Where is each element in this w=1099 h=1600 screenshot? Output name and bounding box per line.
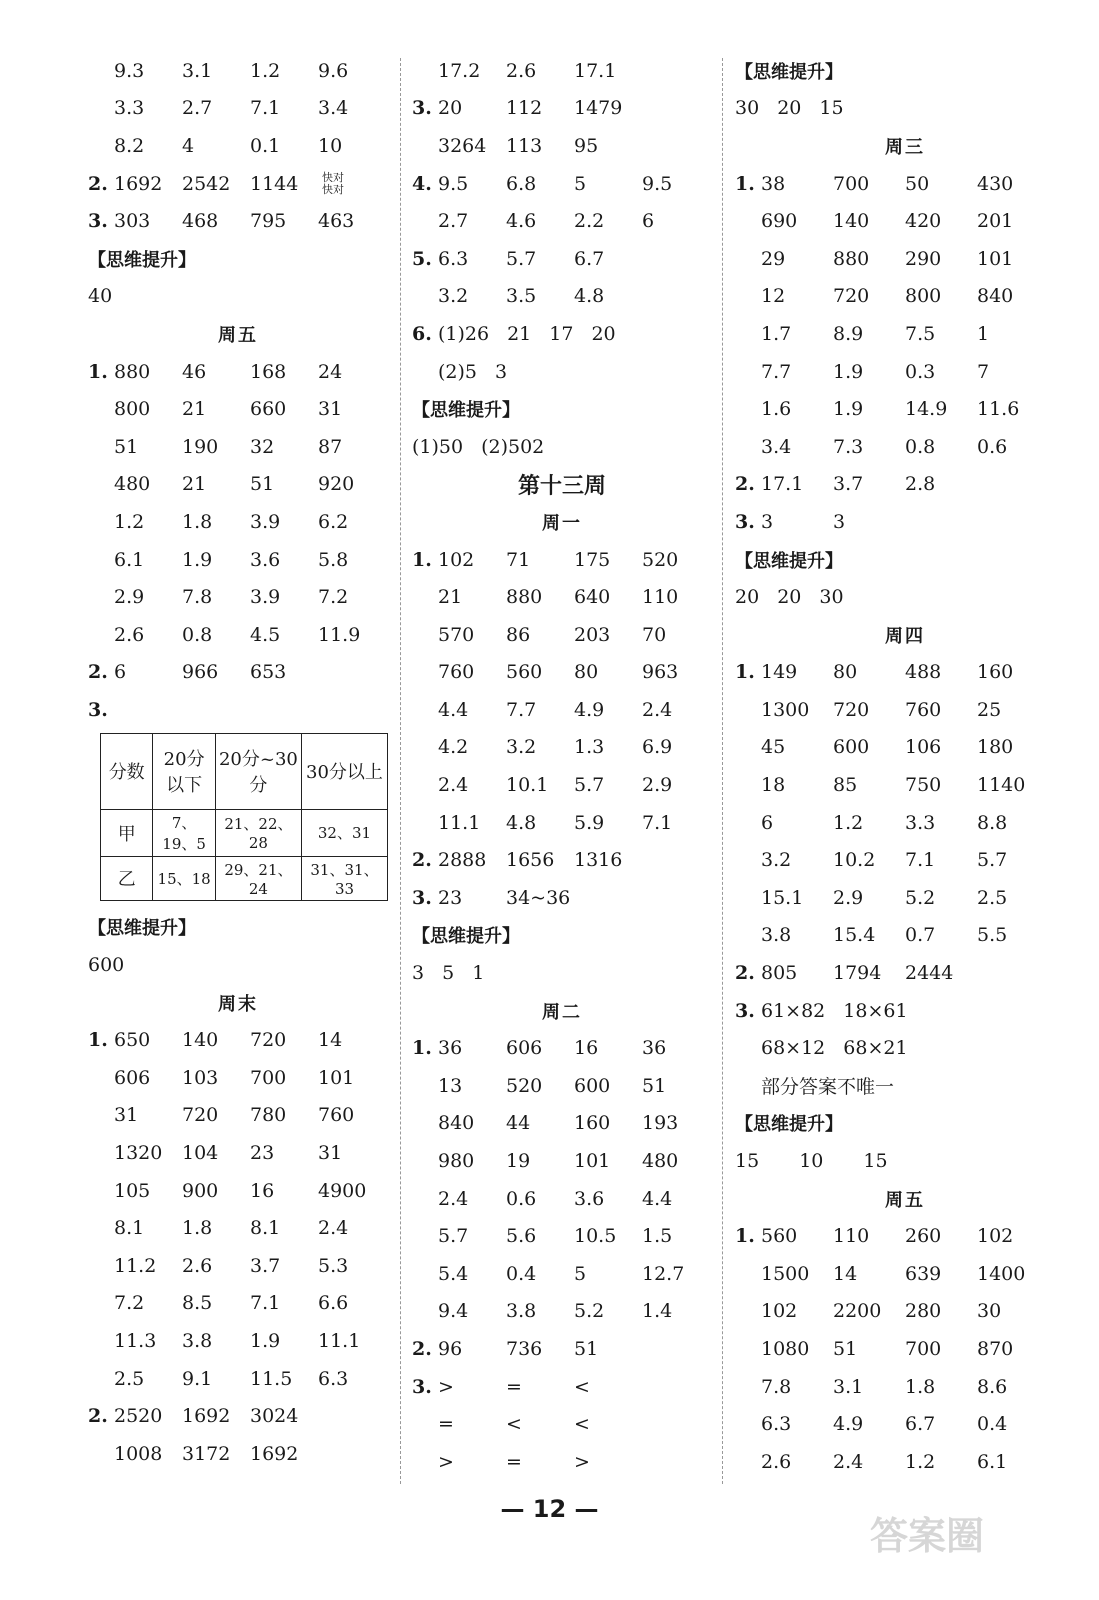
answer-row: 4.2 3.2 1.3 6.9 xyxy=(438,736,673,759)
answer-row: 5.7 5.6 10.5 1.5 xyxy=(438,1225,673,1248)
answer-row: 6. (1)26 21 17 20 xyxy=(412,322,616,345)
table-cell: 乙 xyxy=(101,856,153,900)
answer-row: 1. 880 46 168 24 xyxy=(88,360,343,383)
column-2 xyxy=(412,52,712,1481)
answer-row: (1)50 (2)502 xyxy=(412,435,545,458)
answer-row: 3. 303 468 795 463 xyxy=(88,210,355,233)
answer-row: 7.7 1.9 0.3 7 xyxy=(761,360,990,383)
answer-row: 9.4 3.8 5.2 1.4 xyxy=(438,1300,673,1323)
answer-row: 3. 23 34~36 xyxy=(412,886,571,909)
answer-row: 7.2 8.5 7.1 6.6 xyxy=(114,1292,349,1315)
table-cell: 15、18 xyxy=(153,856,216,900)
column-3 xyxy=(735,52,1075,1481)
answer-row: 5. 6.3 5.7 6.7 xyxy=(412,247,605,270)
answer-row: 3.3 2.7 7.1 3.4 xyxy=(114,97,349,120)
answer-row: 6.1 1.9 3.6 5.8 xyxy=(114,548,349,571)
answer-row: 1. 36 606 16 36 xyxy=(412,1037,667,1060)
answer-row: 3.2 10.2 7.1 5.7 xyxy=(761,849,1008,872)
day-heading: 周三 xyxy=(885,136,925,158)
week-heading: 第十三周 xyxy=(517,472,606,499)
answer-row: 2. 17.1 3.7 2.8 xyxy=(735,473,936,496)
answer-row: 1. 38 700 50 430 xyxy=(735,172,1014,195)
section-thinking: 【思维提升】 xyxy=(88,249,196,271)
day-heading: 周一 xyxy=(542,512,582,534)
answer-row: 3. xyxy=(88,698,108,721)
answer-row: 30 20 15 xyxy=(735,97,844,120)
answer-row: 840 44 160 193 xyxy=(438,1112,679,1135)
answer-row: > = > xyxy=(438,1450,590,1473)
answer-row: 2. 6 966 653 xyxy=(88,661,287,684)
section-thinking: 【思维提升】 xyxy=(412,926,520,948)
answer-row: 2. 2520 1692 3024 xyxy=(88,1405,299,1428)
answer-row: 1. 149 80 488 160 xyxy=(735,661,1014,684)
answer-row: 3. 3 3 xyxy=(735,510,846,533)
stamp-text: 快对 快对 xyxy=(322,170,344,196)
answer-row: 2.4 0.6 3.6 4.4 xyxy=(438,1187,673,1210)
answer-row: 7.8 3.1 1.8 8.6 xyxy=(761,1375,1008,1398)
answer-row: 1008 3172 1692 xyxy=(114,1442,299,1465)
answer-row: 29 880 290 101 xyxy=(761,247,1014,270)
answer-row: 8.1 1.8 8.1 2.4 xyxy=(114,1217,349,1240)
table-header-cell: 30分以上 xyxy=(301,733,387,809)
answer-row: = < < xyxy=(438,1413,590,1436)
answer-row: 760 560 80 963 xyxy=(438,661,679,684)
answer-row: 3264 113 95 xyxy=(438,134,599,157)
day-heading: 周四 xyxy=(885,625,925,647)
answer-row: 2.5 9.1 11.5 6.3 xyxy=(114,1367,349,1390)
answer-row: 11.1 4.8 5.9 7.1 xyxy=(438,811,673,834)
answer-row: 1320 104 23 31 xyxy=(114,1142,343,1165)
answer-row: 31 720 780 760 xyxy=(114,1104,355,1127)
section-thinking: 【思维提升】 xyxy=(412,400,520,422)
table-header-cell: 分数 xyxy=(101,733,153,809)
answer-row: (2)5 3 xyxy=(438,360,508,383)
answer-row: 600 xyxy=(88,954,125,977)
answer-row: 6 1.2 3.3 8.8 xyxy=(761,811,1008,834)
answer-row: 800 21 660 31 xyxy=(114,398,343,421)
section-thinking: 【思维提升】 xyxy=(735,550,843,572)
answer-row: 1.7 8.9 7.5 1 xyxy=(761,322,990,345)
answer-row: 21 880 640 110 xyxy=(438,586,679,609)
section-thinking: 【思维提升】 xyxy=(88,918,196,940)
day-heading: 周五 xyxy=(885,1189,925,1211)
answer-row: 3.8 15.4 0.7 5.5 xyxy=(761,924,1008,947)
answer-row: 4.4 7.7 4.9 2.4 xyxy=(438,698,673,721)
answer-row: 1.2 1.8 3.9 6.2 xyxy=(114,510,349,533)
answer-row: 2.4 10.1 5.7 2.9 xyxy=(438,774,673,797)
answer-row: 3. 20 112 1479 xyxy=(412,97,623,120)
answer-row: 1.6 1.9 14.9 11.6 xyxy=(761,398,1020,421)
answer-row: 5.4 0.4 5 12.7 xyxy=(438,1262,685,1285)
answer-row: 40 xyxy=(88,285,113,308)
answer-row: 1500 14 639 1400 xyxy=(761,1262,1026,1285)
answer-row: 3. 61×82 18×61 xyxy=(735,999,908,1022)
table-header-cell: 20分以下 xyxy=(153,733,216,809)
answer-row: 3 5 1 xyxy=(412,962,485,985)
answer-row: 15 10 15 xyxy=(735,1150,888,1173)
answer-row: 8.2 4 0.1 10 xyxy=(114,134,343,157)
answer-row: 11.2 2.6 3.7 5.3 xyxy=(114,1254,349,1277)
column-divider-1 xyxy=(400,58,401,1484)
answer-row: 980 19 101 480 xyxy=(438,1150,679,1173)
table-cell: 31、31、33 xyxy=(301,856,387,900)
answer-row: 2. 96 736 51 xyxy=(412,1337,599,1360)
note-text: 部分答案不唯一 xyxy=(761,1076,895,1099)
answer-row: 570 86 203 70 xyxy=(438,623,667,646)
table-cell: 甲 xyxy=(101,809,153,856)
page-number: — 12 — xyxy=(500,1495,599,1523)
answer-row: 45 600 106 180 xyxy=(761,736,1014,759)
day-heading: 周五 xyxy=(218,324,258,346)
answer-row xyxy=(735,1067,1075,1105)
answer-row: 1300 720 760 25 xyxy=(761,698,1002,721)
score-table xyxy=(100,733,388,901)
answer-row: 105 900 16 4900 xyxy=(114,1179,367,1202)
answer-row: 2. 2888 1656 1316 xyxy=(412,849,623,872)
table-header-cell: 20分~30分 xyxy=(215,733,301,809)
section-thinking: 【思维提升】 xyxy=(735,61,843,83)
answer-row: 2.7 4.6 2.2 6 xyxy=(438,210,655,233)
answer-row: 51 190 32 87 xyxy=(114,435,343,458)
answer-row: 2.6 2.4 1.2 6.1 xyxy=(761,1450,1008,1473)
answer-row: 4. 9.5 6.8 5 9.5 xyxy=(412,172,673,195)
table-cell: 32、31 xyxy=(301,809,387,856)
answer-row: 3.4 7.3 0.8 0.6 xyxy=(761,435,1008,458)
answer-row: 690 140 420 201 xyxy=(761,210,1014,233)
answer-row: 3.2 3.5 4.8 xyxy=(438,285,605,308)
answer-row: 13 520 600 51 xyxy=(438,1074,667,1097)
answer-row: 9.3 3.1 1.2 9.6 xyxy=(114,59,349,82)
answer-row: 2.9 7.8 3.9 7.2 xyxy=(114,586,349,609)
answer-row: 1. 102 71 175 520 xyxy=(412,548,679,571)
answer-row: 18 85 750 1140 xyxy=(761,774,1026,797)
table-cell: 7、19、5 xyxy=(153,809,216,856)
answer-row: 2.6 0.8 4.5 11.9 xyxy=(114,623,361,646)
answer-row: 15.1 2.9 5.2 2.5 xyxy=(761,886,1008,909)
watermark-logo: 答案圈 xyxy=(870,1514,985,1558)
answer-row: 480 21 51 920 xyxy=(114,473,355,496)
answer-row: 17.2 2.6 17.1 xyxy=(438,59,617,82)
answer-row: 2. 805 1794 2444 xyxy=(735,962,954,985)
answer-row: 6.3 4.9 6.7 0.4 xyxy=(761,1413,1008,1436)
day-heading: 周二 xyxy=(542,1001,582,1023)
answer-row: 1. 650 140 720 14 xyxy=(88,1029,343,1052)
section-thinking: 【思维提升】 xyxy=(735,1114,843,1136)
day-heading: 周末 xyxy=(218,993,258,1015)
answer-row: 606 103 700 101 xyxy=(114,1066,355,1089)
column-divider-2 xyxy=(722,58,723,1484)
answer-row: 102 2200 280 30 xyxy=(761,1300,1002,1323)
answer-row: 1. 560 110 260 102 xyxy=(735,1225,1014,1248)
answer-row: 20 20 30 xyxy=(735,586,844,609)
answer-row: 11.3 3.8 1.9 11.1 xyxy=(114,1330,361,1353)
answer-row: 1080 51 700 870 xyxy=(761,1337,1014,1360)
table-cell: 21、22、28 xyxy=(215,809,301,856)
table-cell: 29、21、24 xyxy=(215,856,301,900)
answer-row: 3. > = < xyxy=(412,1375,590,1398)
answer-row: 68×12 68×21 xyxy=(761,1037,908,1060)
answer-row: 12 720 800 840 xyxy=(761,285,1014,308)
column-1 xyxy=(88,52,388,1473)
answer-row: 2. 1692 2542 1144 快对 快对 xyxy=(88,170,344,196)
